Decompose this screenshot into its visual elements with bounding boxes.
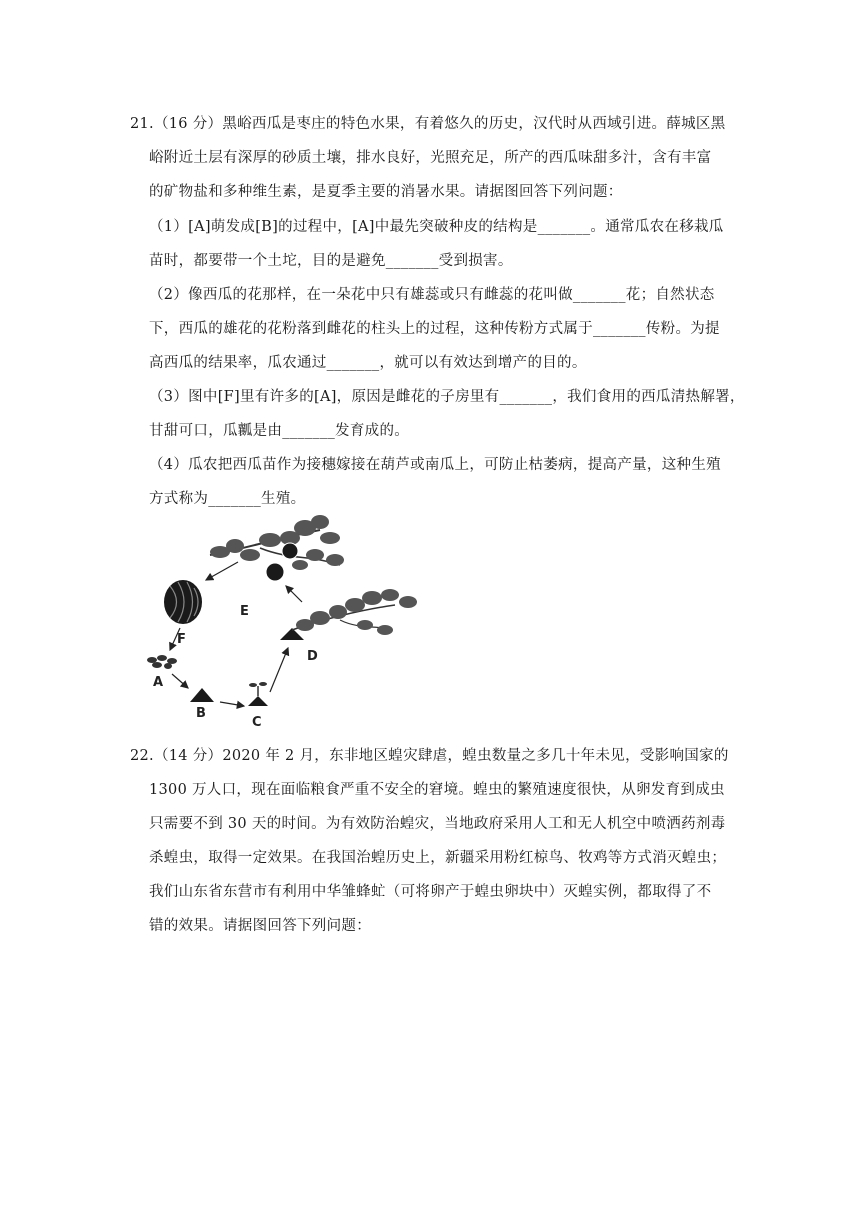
life-cycle-diagram (140, 510, 440, 735)
label-e: E (240, 604, 249, 619)
q21-sub2-line-1: （2）像西瓜的花那样，在一朵花中只有雄蕊或只有雌蕊的花叫做_______花；自然状态 (149, 287, 715, 303)
q22-line-6: 错的效果。请据图回答下列问题： (149, 918, 371, 934)
q22-line-2: 1300 万人口，现在面临粮食严重不安全的窘境。蝗虫的繁殖速度很快，从卵发育到成虫 (149, 782, 725, 798)
q21-line-2: 峪附近土层有深厚的砂质土壤，排水良好，光照充足，所产的西瓜味甜多汁，含有丰富 (149, 150, 712, 166)
q21-line-1: 21.（16 分）黑峪西瓜是枣庄的特色水果，有着悠久的历史，汉代时从西域引进。薛城区黑 (130, 116, 726, 132)
q22-line-3: 只需要不到 30 天的时间。为有效防治蝗灾，当地政府采用人工和无人机空中喷洒药剂毒 (149, 816, 726, 832)
arrow-e-to-f (206, 562, 238, 580)
q22-line-1: 22.（14 分）2020 年 2 月，东非地区蝗灾肆虐，蝗虫数量之多几十年未见，受影响国家的 (130, 748, 729, 764)
seedling-illustration (248, 682, 268, 706)
q21-sub1-line-2: 苗时，都要带一个土坨，目的是避免_______受到损害。 (149, 253, 513, 269)
label-c: C (252, 715, 262, 730)
arrow-b-to-c (220, 702, 244, 706)
seeds-illustration (147, 655, 177, 669)
q21-sub2-line-2: 下，西瓜的雄花的花粉落到雌花的柱头上的过程，这种传粉方式属于_______传粉。为提 (149, 321, 720, 337)
q22-line-4: 杀蝗虫，取得一定效果。在我国治蝗历史上，新疆采用粉红椋鸟、牧鸡等方式消灭蝗虫； (149, 850, 727, 866)
watermelon-life-cycle-figure (140, 510, 440, 735)
label-a: A (153, 675, 164, 690)
arrow-a-to-b (172, 674, 188, 688)
q21-sub3-line-2: 甘甜可口，瓜瓤是由_______发育成的。 (149, 423, 410, 439)
germinating-seed-illustration (190, 688, 214, 702)
q21-sub1-line-1: （1）[A]萌发成[B]的过程中，[A]中最先突破种皮的结构是_______。通常瓜农在移栽瓜 (149, 219, 724, 235)
label-d: D (307, 649, 318, 664)
q22-line-5: 我们山东省东营市有利用中华雏蜂虻（可将卵产于蝗虫卵块中）灭蝗实例，都取得了不 (149, 884, 712, 900)
q21-sub2-line-3: 高西瓜的结果率，瓜农通过_______，就可以有效达到增产的目的。 (149, 355, 587, 371)
q21-sub3-line-1: （3）图中[F]里有许多的[A]，原因是雌花的子房里有_______，我们食用的西瓜清热解署， (149, 389, 745, 405)
q21-sub4-line-1: （4）瓜农把西瓜苗作为接穗嫁接在葫芦或南瓜上，可防止枯萎病，提高产量，这种生殖 (149, 457, 721, 473)
young-plant-illustration (280, 589, 417, 640)
label-f: F (177, 632, 186, 647)
arrow-d-to-e (286, 586, 302, 602)
q21-line-3: 的矿物盐和多种维生素，是夏季主要的消暑水果。请据图回答下列问题： (149, 184, 623, 200)
watermelon-fruit-illustration (164, 580, 202, 624)
arrow-c-to-d (270, 648, 288, 692)
q21-sub4-line-2: 方式称为_______生殖。 (149, 491, 306, 507)
label-b: B (196, 706, 206, 721)
vine-with-fruits-illustration (210, 515, 344, 581)
